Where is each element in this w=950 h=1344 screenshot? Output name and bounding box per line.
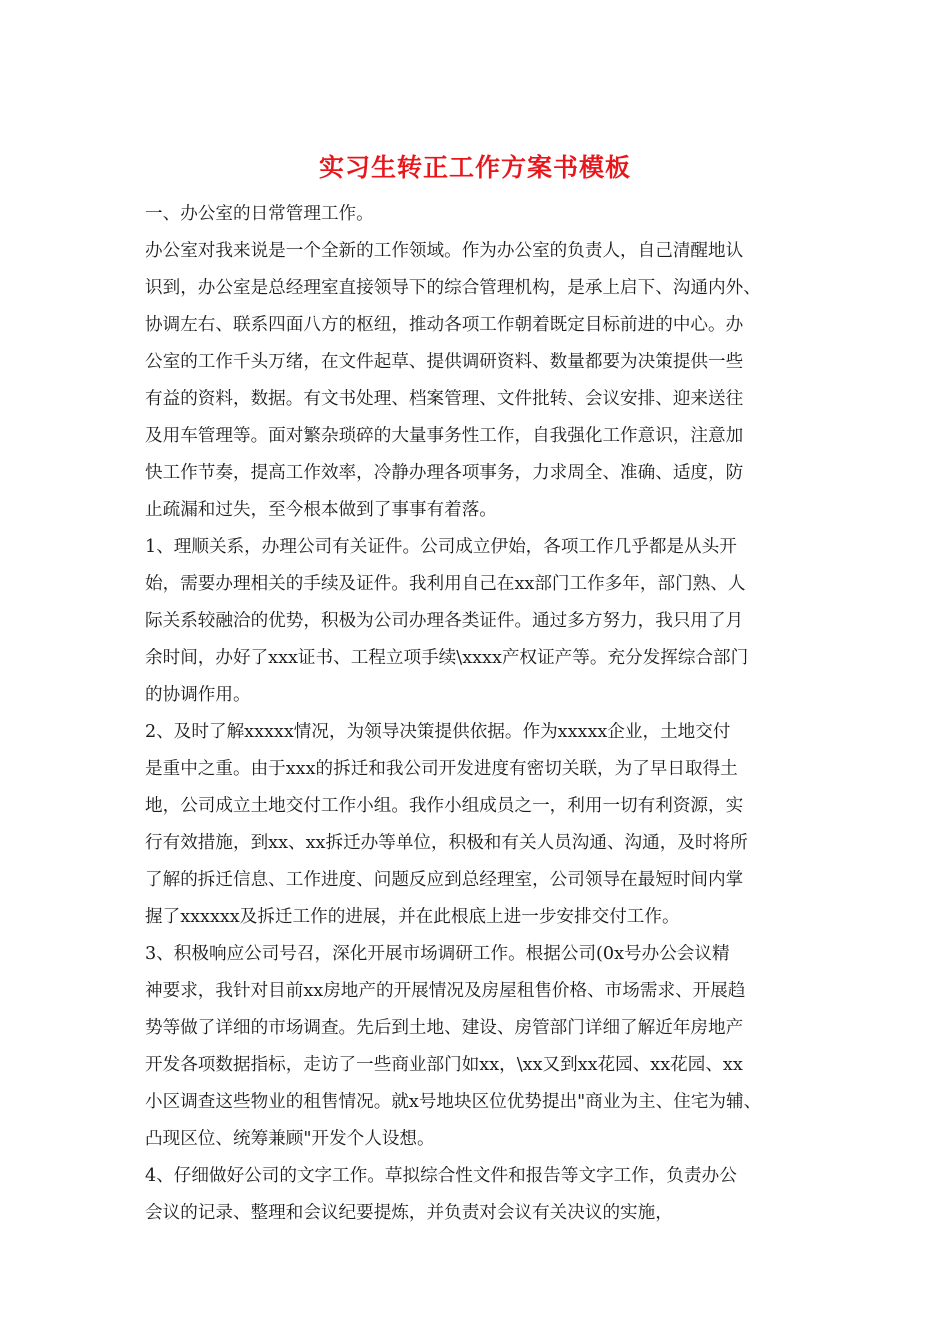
body-line: 2、及时了解xxxxx情况，为领导决策提供依据。作为xxxxx企业，土地交付 (145, 722, 731, 742)
body-line: 小区调查这些物业的租售情况。就x号地块区位优势提出"商业为主、住宅为辅、 (145, 1092, 762, 1112)
body-line: 协调左右、联系四面八方的枢纽，推动各项工作朝着既定目标前进的中心。办 (145, 315, 744, 335)
body-line: 开发各项数据指标，走访了一些商业部门如xx，\xx又到xx花园、xx花园、xx (145, 1055, 743, 1075)
body-line: 识到，办公室是总经理室直接领导下的综合管理机构，是承上启下、沟通内外、 (145, 278, 761, 298)
body-line: 一、办公室的日常管理工作。 (145, 204, 374, 224)
body-line: 及用车管理等。面对繁杂琐碎的大量事务性工作，自我强化工作意识，注意加 (145, 426, 744, 446)
body-line: 握了xxxxxx及拆迁工作的进展，并在此根底上进一步安排交付工作。 (145, 907, 680, 927)
body-line: 际关系较融洽的优势，积极为公司办理各类证件。通过多方努力，我只用了月 (145, 611, 744, 631)
body-line: 神要求，我针对目前xx房地产的开展情况及房屋租售价格、市场需求、开展趋 (145, 981, 746, 1001)
body-line: 是重中之重。由于xxx的拆迁和我公司开发进度有密切关联，为了早日取得土 (145, 759, 738, 779)
body-line: 的协调作用。 (145, 685, 251, 705)
document-body (145, 196, 817, 1232)
body-line: 公室的工作千头万绪，在文件起草、提供调研资料、数量都要为决策提供一些 (145, 352, 744, 372)
body-line: 余时间，办好了xxx证书、工程立项手续\xxxx产权证产等。充分发挥综合部门 (145, 648, 749, 668)
document-title: 实习生转正工作方案书模板 (318, 153, 631, 182)
body-line: 凸现区位、统筹兼顾"开发个人设想。 (145, 1129, 435, 1149)
body-line: 始，需要办理相关的手续及证件。我利用自己在xx部门工作多年，部门熟、人 (145, 574, 746, 594)
body-line: 有益的资料，数据。有文书处理、档案管理、文件批转、会议安排、迎来送往 (145, 389, 744, 409)
body-line: 办公室对我来说是一个全新的工作领域。作为办公室的负责人，自己清醒地认 (145, 241, 744, 261)
body-line: 止疏漏和过失，至今根本做到了事事有着落。 (145, 500, 497, 520)
body-line: 行有效措施，到xx、xx拆迁办等单位，积极和有关人员沟通、沟通，及时将所 (145, 833, 748, 853)
body-line: 了解的拆迁信息、工作进度、问题反应到总经理室，公司领导在最短时间内掌 (145, 870, 744, 890)
body-line: 1、理顺关系，办理公司有关证件。公司成立伊始，各项工作几乎都是从头开 (145, 537, 737, 557)
body-line: 会议的记录、整理和会议纪要提炼，并负责对会议有关决议的实施， (145, 1203, 673, 1223)
body-line: 4、仔细做好公司的文字工作。草拟综合性文件和报告等文字工作，负责办公 (145, 1166, 737, 1186)
body-line: 3、积极响应公司号召，深化开展市场调研工作。根据公司(0x号办公会议精 (145, 944, 730, 964)
body-line: 快工作节奏，提高工作效率，冷静办理各项事务，力求周全、准确、适度，防 (145, 463, 744, 483)
body-line: 地，公司成立土地交付工作小组。我作小组成员之一，利用一切有利资源，实 (145, 796, 744, 816)
body-line: 势等做了详细的市场调查。先后到土地、建设、房管部门详细了解近年房地产 (145, 1018, 744, 1038)
